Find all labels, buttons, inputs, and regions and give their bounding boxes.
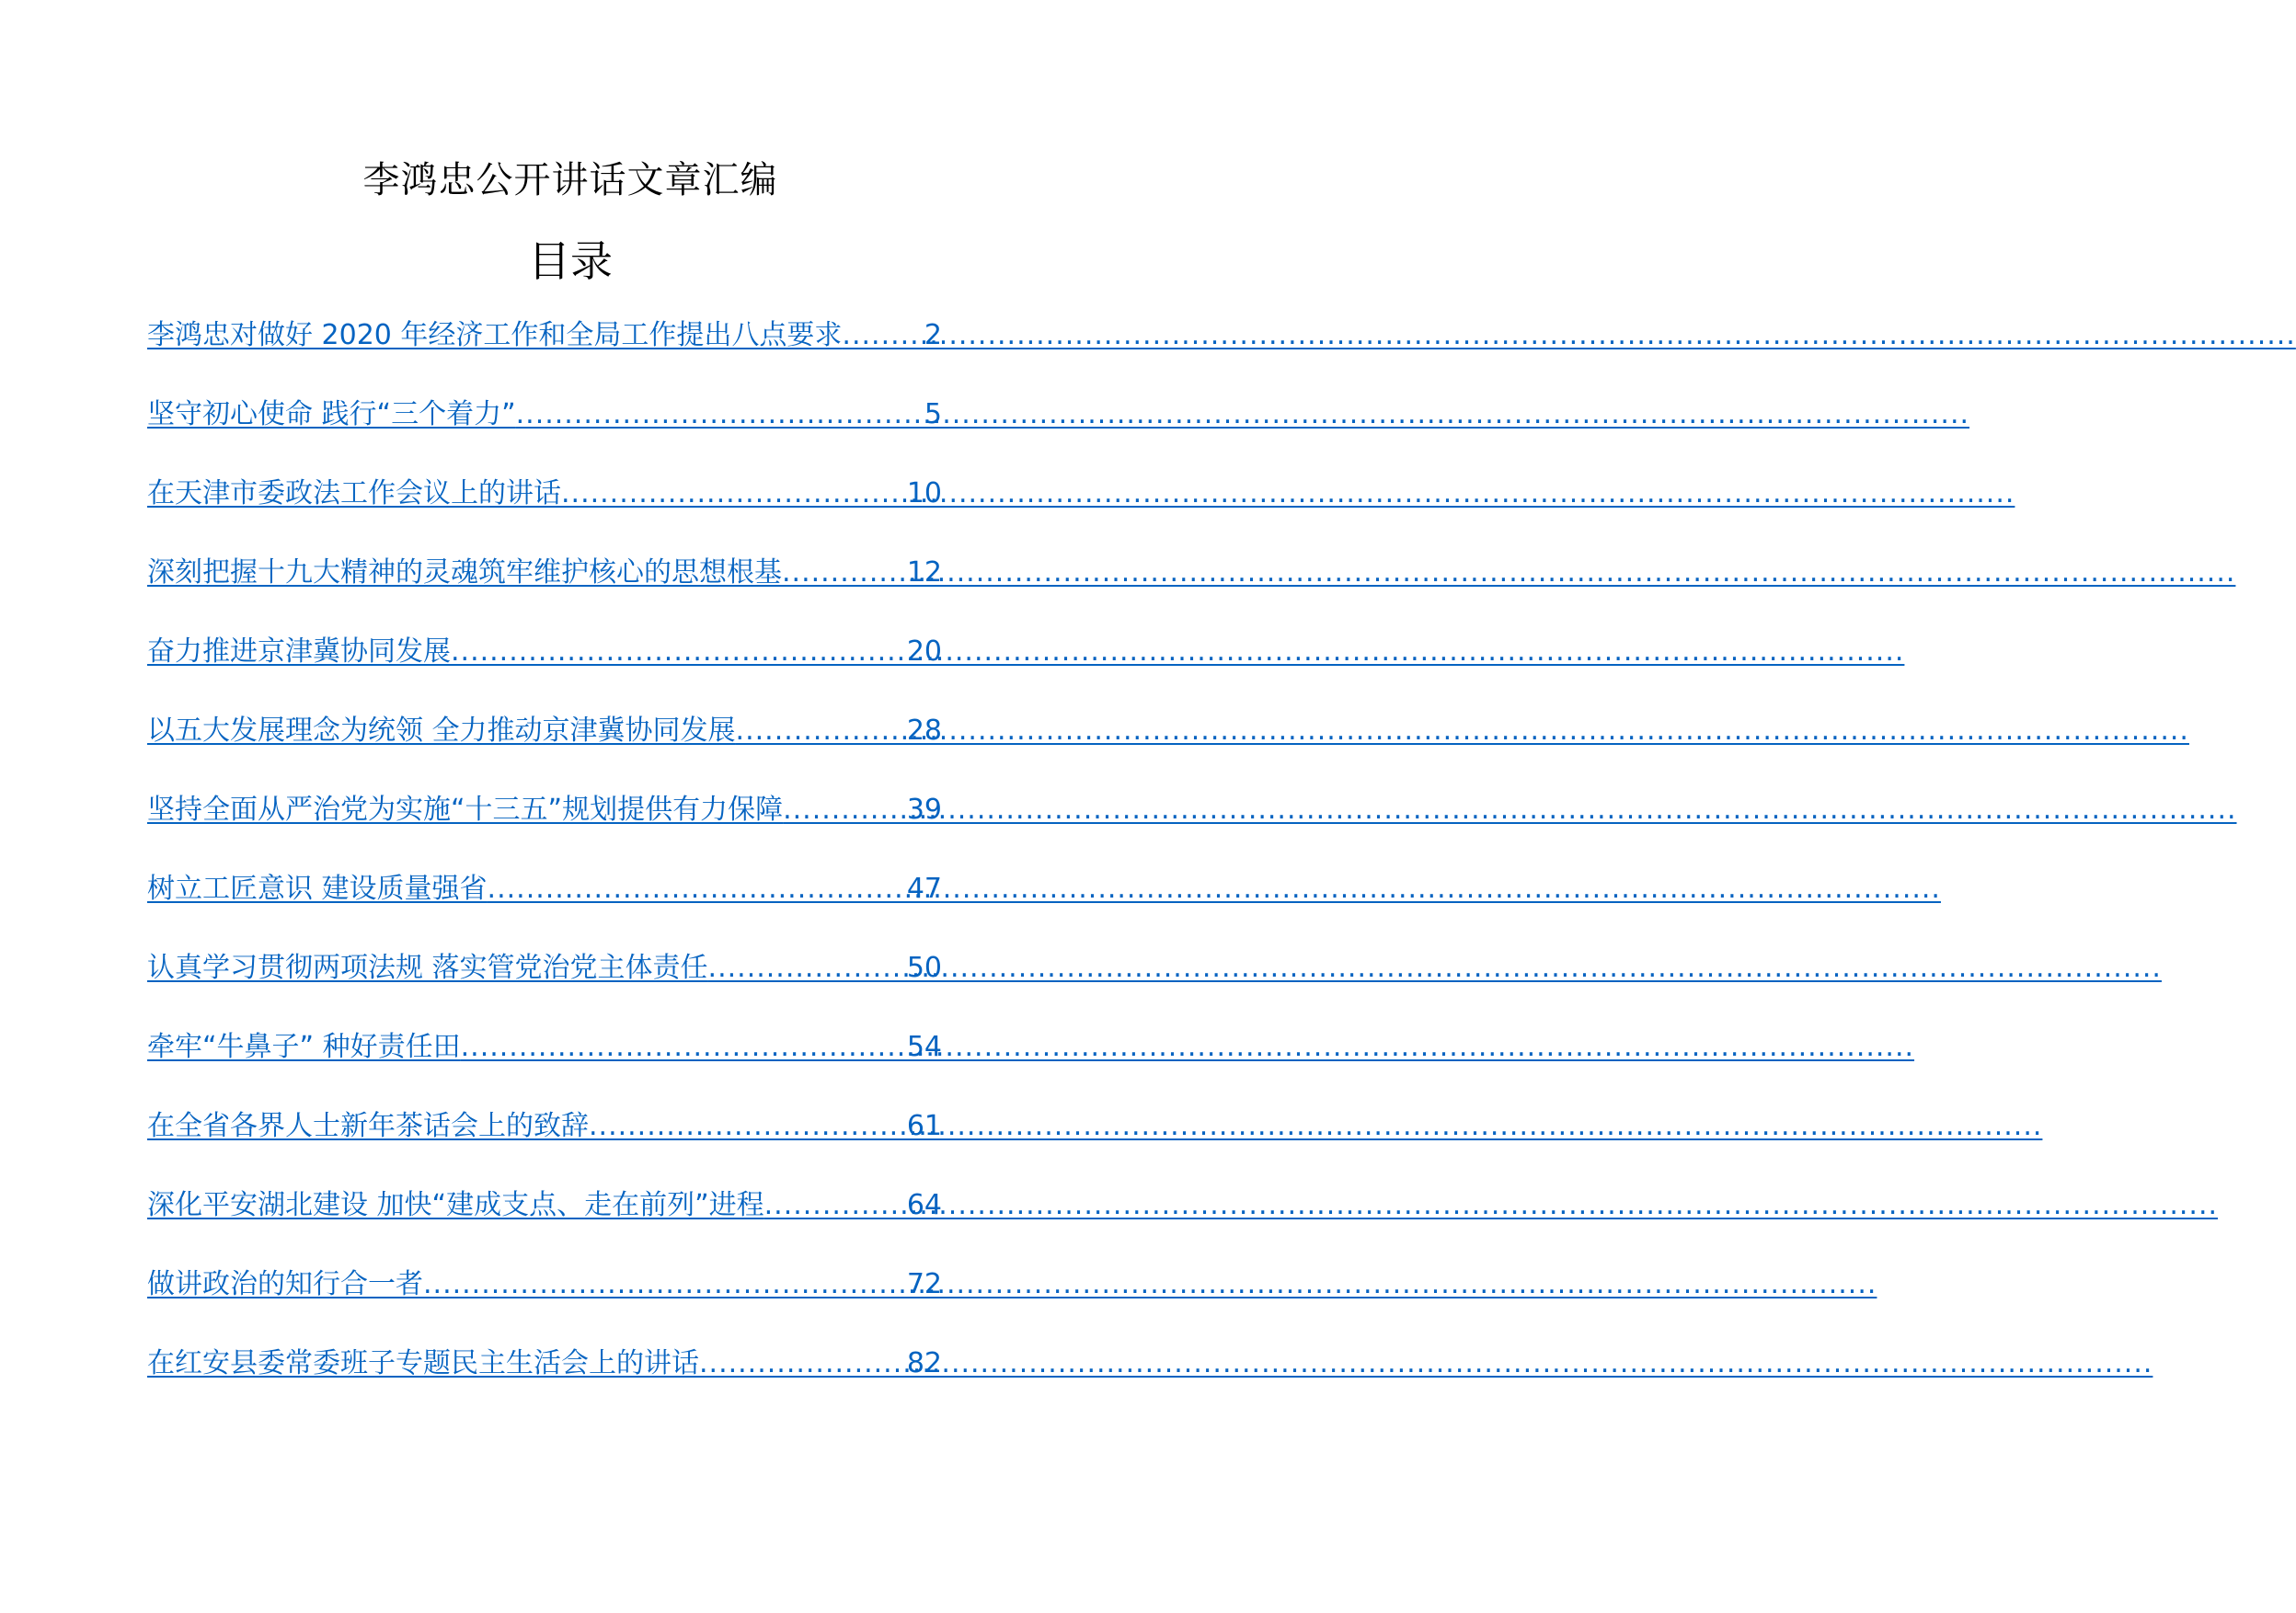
toc-entry-page: 82 xyxy=(906,1347,942,1379)
table-of-contents xyxy=(147,315,942,1422)
toc-dot-leader xyxy=(708,947,905,990)
toc-dot-leader xyxy=(561,473,905,515)
toc-entry-title: 深刻把握十九大精神的灵魂筑牢维护核心的思想根基 xyxy=(147,556,782,589)
toc-entry-page: 10 xyxy=(906,477,942,509)
toc-entry-2[interactable] xyxy=(147,394,942,473)
toc-entry-page: 50 xyxy=(906,952,942,984)
toc-dot-leader xyxy=(488,868,905,910)
toc-entry-title: 奋力推进京津冀协同发展 xyxy=(147,635,451,668)
toc-entry-page: 64 xyxy=(906,1189,942,1221)
toc-entry-7[interactable] xyxy=(147,789,942,868)
toc-dot-leader xyxy=(783,789,905,831)
toc-entry-page: 61 xyxy=(906,1110,942,1142)
toc-entry-title: 李鸿忠对做好 2020 年经济工作和全局工作提出八点要求 xyxy=(147,319,843,351)
toc-dot-leader xyxy=(451,631,905,673)
toc-entry-title: 坚守初心使命 践行“三个着力” xyxy=(147,398,516,430)
toc-heading: 目录 xyxy=(528,236,613,286)
toc-entry-title: 坚持全面从严治党为实施“十三五”规划提供有力保障 xyxy=(147,794,784,826)
toc-entry-9[interactable] xyxy=(147,947,942,1026)
toc-entry-13[interactable] xyxy=(147,1264,942,1343)
toc-dot-leader xyxy=(736,710,905,752)
toc-entry-title: 牵牢“牛鼻子” 种好责任田 xyxy=(147,1031,461,1063)
toc-entry-page: 5 xyxy=(924,398,942,430)
toc-dot-leader xyxy=(764,1184,905,1227)
toc-entry-title: 做讲政治的知行合一者 xyxy=(147,1268,423,1300)
toc-entry-page: 12 xyxy=(906,556,942,589)
toc-dot-leader xyxy=(699,1343,905,1385)
toc-entry-title: 认真学习贯彻两项法规 落实管党治党主体责任 xyxy=(147,952,708,984)
document-title: 李鸿忠公开讲话文章汇编 xyxy=(362,159,778,201)
toc-entry-12[interactable] xyxy=(147,1184,942,1264)
toc-dot-leader xyxy=(589,1105,905,1148)
toc-entry-title: 树立工匠意识 建设质量强省 xyxy=(147,873,488,905)
toc-entry-page: 28 xyxy=(906,715,942,747)
toc-entry-11[interactable] xyxy=(147,1105,942,1184)
toc-dot-leader xyxy=(423,1264,905,1306)
toc-entry-title: 以五大发展理念为统领 全力推动京津冀协同发展 xyxy=(147,715,736,747)
toc-entry-4[interactable] xyxy=(147,552,942,631)
toc-entry-1[interactable] xyxy=(147,315,942,394)
toc-dot-leader xyxy=(461,1026,905,1069)
toc-entry-title: 深化平安湖北建设 加快“建成支点、走在前列”进程 xyxy=(147,1189,764,1221)
toc-entry-title: 在红安县委常委班子专题民主生活会上的讲话 xyxy=(147,1347,699,1379)
toc-entry-14[interactable] xyxy=(147,1343,942,1422)
toc-entry-5[interactable] xyxy=(147,631,942,710)
toc-entry-page: 2 xyxy=(924,319,942,351)
toc-dot-leader xyxy=(516,394,923,436)
toc-entry-3[interactable] xyxy=(147,473,942,552)
toc-entry-8[interactable] xyxy=(147,868,942,947)
toc-entry-title: 在全省各界人士新年茶话会上的致辞 xyxy=(147,1110,589,1142)
toc-entry-10[interactable] xyxy=(147,1026,942,1105)
toc-entry-page: 72 xyxy=(906,1268,942,1300)
toc-entry-page: 39 xyxy=(906,794,942,826)
document-page xyxy=(0,0,1141,1613)
toc-entry-title: 在天津市委政法工作会议上的讲话 xyxy=(147,477,561,509)
toc-entry-6[interactable] xyxy=(147,710,942,789)
toc-dot-leader xyxy=(782,552,905,594)
toc-dot-leader xyxy=(842,315,922,357)
toc-entry-page: 54 xyxy=(906,1031,942,1063)
toc-entry-page: 47 xyxy=(906,873,942,905)
toc-entry-page: 20 xyxy=(906,635,942,668)
